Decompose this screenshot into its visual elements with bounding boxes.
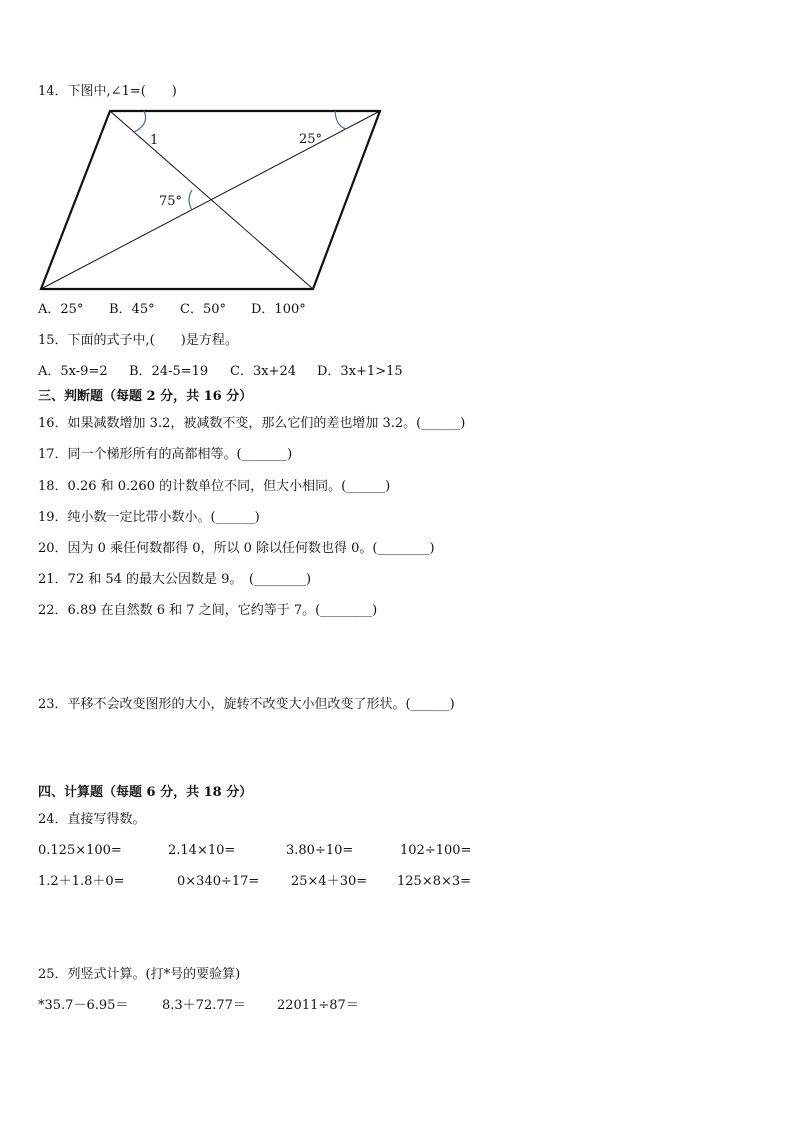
- label-angle-75: 75°: [159, 194, 183, 209]
- q24-row1-item2: 2.14×10=: [168, 843, 236, 858]
- q24-row2-item4: 125×8×3=: [397, 874, 472, 889]
- q24-row1-item1: 0.125×100=: [38, 843, 122, 858]
- label-angle-1: 1: [150, 133, 159, 148]
- diagonal-top-right-to-bottom-left: [41, 111, 380, 289]
- q14-parallelogram-figure: [0, 0, 794, 320]
- q15-option-a: A．5x-9=2: [38, 364, 108, 379]
- section3-title: 三、判断题（每题 2 分，共 16 分）: [38, 389, 253, 404]
- q24-row2-item2: 0×340÷17=: [177, 874, 260, 889]
- q15-option-c: C．3x+24: [230, 364, 296, 379]
- q16: 16．如果减数增加 3.2，被减数不变，那么它们的差也增加 3.2。(______): [38, 416, 466, 431]
- q15-option-d: D．3x+1>15: [317, 364, 403, 379]
- label-angle-25: 25°: [299, 132, 323, 147]
- q15-option-b: B．24-5=19: [129, 364, 209, 379]
- q23: 23．平移不会改变图形的大小，旋转不改变大小但改变了形状。(______): [38, 697, 455, 712]
- q19: 19．纯小数一定比带小数小。(______): [38, 510, 260, 525]
- q20: 20．因为 0 乘任何数都得 0，所以 0 除以任何数也得 0。(________): [38, 541, 435, 556]
- q15-stem: 15．下面的式子中,( )是方程。: [38, 333, 238, 348]
- q24-stem: 24．直接写得数。: [38, 812, 146, 827]
- q14-option-b: B．45°: [109, 302, 155, 317]
- angle-1-arc: [134, 111, 146, 132]
- q14-stem: 14．下图中,∠1=( ): [38, 84, 177, 99]
- q25-item1: *35.7－6.95＝: [38, 998, 129, 1013]
- angle-75-arc: [189, 190, 192, 210]
- q21: 21．72 和 54 的最大公因数是 9。 (________): [38, 572, 312, 587]
- q25-stem: 25．列竖式计算。(打*号的要验算): [38, 967, 241, 982]
- q14-option-d: D．100°: [251, 302, 306, 317]
- q18: 18．0.26 和 0.260 的计数单位不同，但大小相同。(______): [38, 479, 391, 494]
- q25-item3: 22011÷87＝: [277, 998, 359, 1013]
- q24-row1-item4: 102÷100=: [400, 843, 472, 858]
- q14-option-a: A．25°: [38, 302, 84, 317]
- q24-row2-item3: 25×4＋30=: [291, 874, 368, 889]
- angle-25-arc: [335, 111, 346, 129]
- q22: 22．6.89 在自然数 6 和 7 之间，它约等于 7。(________): [38, 603, 378, 618]
- section4-title: 四、计算题（每题 6 分，共 18 分）: [38, 785, 253, 800]
- q14-option-c: C．50°: [180, 302, 226, 317]
- q17: 17．同一个梯形所有的高都相等。(_______): [38, 447, 293, 462]
- q24-row2-item1: 1.2＋1.8＋0=: [38, 874, 125, 889]
- q25-item2: 8.3＋72.77＝: [162, 998, 246, 1013]
- q24-row1-item3: 3.80÷10=: [286, 843, 354, 858]
